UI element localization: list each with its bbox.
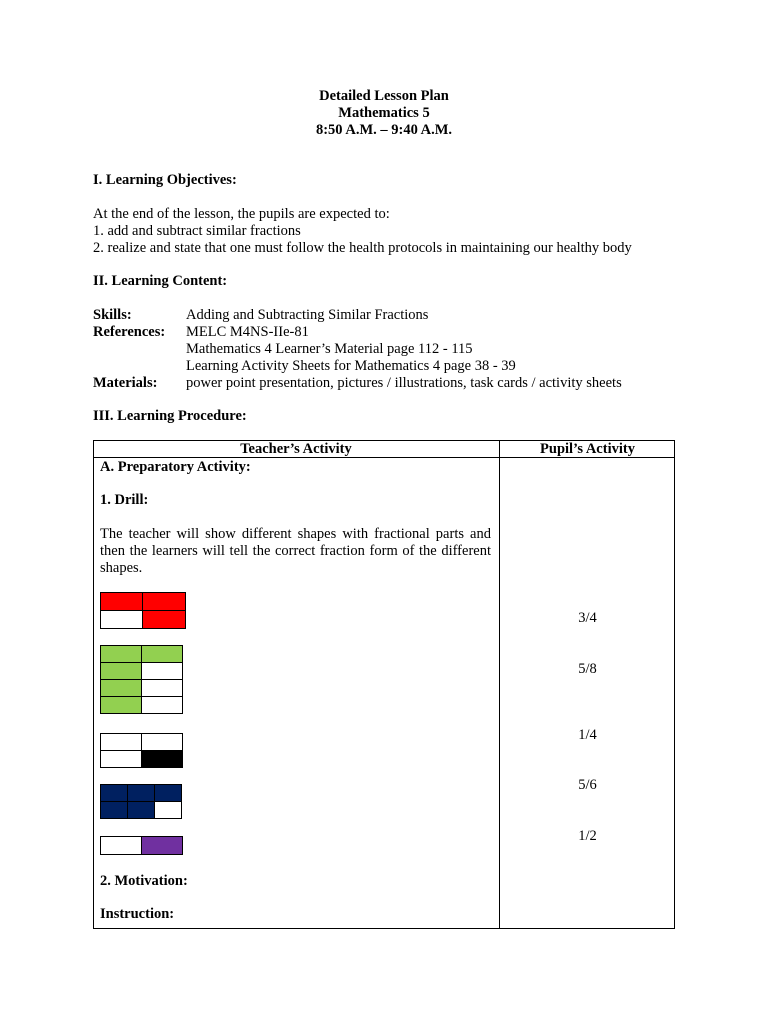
fraction-shape-one-fourth (100, 733, 183, 768)
answer-one-fourth: 1/4 (578, 727, 597, 743)
objectives-heading: I. Learning Objectives: (93, 172, 237, 188)
objectives-intro: At the end of the lesson, the pupils are expected to: (93, 206, 390, 222)
teacher-activity-header: Teacher’s Activity (240, 441, 352, 457)
document-time: 8:50 A.M. – 9:40 A.M. (315, 122, 453, 138)
skills-label: Skills: (93, 307, 132, 323)
drill-heading: 1. Drill: (100, 492, 149, 508)
instruction-heading: Instruction: (100, 906, 175, 922)
reference-item: MELC M4NS-IIe-81 (186, 324, 309, 340)
materials-label: Materials: (93, 375, 158, 391)
pupil-activity-header: Pupil’s Activity (540, 441, 635, 457)
answer-three-fourths: 3/4 (578, 610, 597, 626)
content-heading: II. Learning Content: (93, 273, 228, 289)
fraction-shape-five-eighths (100, 645, 183, 714)
document-subject: Mathematics 5 (338, 105, 430, 121)
objective-item: 1. add and subtract similar fractions (93, 223, 301, 239)
references-label: References: (93, 324, 166, 340)
drill-description: The teacher will show different shapes with fractional parts and then the learners will tell the correct fraction form of the different shapes. (100, 526, 491, 576)
objective-item: 2. realize and state that one must follow the health protocols in maintaining our healthy body (93, 240, 632, 256)
table-column-divider (499, 440, 500, 929)
fraction-shape-one-half (100, 836, 183, 855)
document-title: Detailed Lesson Plan (319, 88, 449, 104)
fraction-shape-five-sixths (100, 784, 182, 819)
answer-five-sixths: 5/6 (578, 777, 597, 793)
answer-one-half: 1/2 (578, 828, 597, 844)
reference-item: Mathematics 4 Learner’s Material page 112 - 115 (186, 341, 473, 357)
reference-item: Learning Activity Sheets for Mathematics 4 page 38 - 39 (186, 358, 516, 374)
procedure-heading: III. Learning Procedure: (93, 408, 247, 424)
motivation-heading: 2. Motivation: (100, 873, 188, 889)
materials-value: power point presentation, pictures / illustrations, task cards / activity sheets (186, 375, 622, 391)
answer-five-eighths: 5/8 (578, 661, 597, 677)
skills-value: Adding and Subtracting Similar Fractions (186, 307, 429, 323)
fraction-shape-three-fourths (100, 592, 186, 629)
preparatory-heading: A. Preparatory Activity: (100, 459, 251, 475)
